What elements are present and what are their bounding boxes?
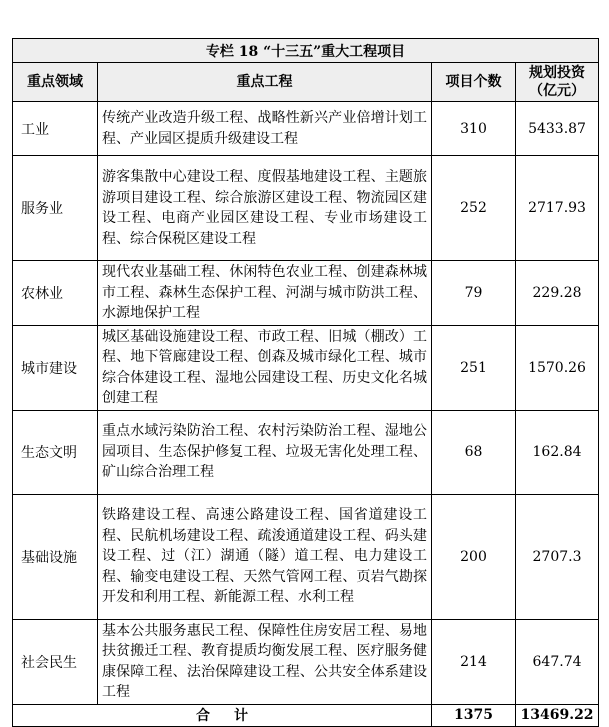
header-field: 重点领域 xyxy=(13,63,98,102)
field-cell: 服务业 xyxy=(13,156,98,261)
table-row xyxy=(13,156,599,261)
count-cell: 252 xyxy=(432,156,516,261)
count-cell: 251 xyxy=(432,325,516,410)
count-cell: 68 xyxy=(432,410,516,494)
total-investment: 13469.22 xyxy=(516,704,599,726)
investment-cell: 229.28 xyxy=(516,261,599,326)
field-cell: 基础设施 xyxy=(13,494,98,619)
total-row xyxy=(13,704,599,726)
count-cell: 310 xyxy=(432,102,516,156)
projects-cell: 铁路建设工程、高速公路建设工程、国省道建设工程、民航机场建设工程、疏浚通道建设工程、码头建设工程、过（江）湖通（隧）道工程、电力建设工程、输变电建设工程、天然气管网工程、页岩气勘探开发和利用工程、新能源工程、水利工程 xyxy=(98,494,432,619)
header-count: 项目个数 xyxy=(432,63,516,102)
investment-cell: 162.84 xyxy=(516,410,599,494)
table-row xyxy=(13,261,599,326)
projects-cell: 游客集散中心建设工程、度假基地建设工程、主题旅游项目建设工程、综合旅游区建设工程、物流园区建设工程、电商产业园区建设工程、专业市场建设工程、综合保税区建设工程 xyxy=(98,156,432,261)
investment-cell: 2707.3 xyxy=(516,494,599,619)
table-row xyxy=(13,619,599,704)
header-row xyxy=(13,63,599,102)
table-row xyxy=(13,325,599,410)
field-cell: 城市建设 xyxy=(13,325,98,410)
table-row xyxy=(13,410,599,494)
count-cell: 79 xyxy=(432,261,516,326)
projects-cell: 现代农业基础工程、休闲特色农业工程、创建森林城市工程、森林生态保护工程、河湖与城市防洪工程、水源地保护工程 xyxy=(98,261,432,326)
table-title: 专栏 18 “十三五”重大工程项目 xyxy=(13,39,599,63)
header-projects: 重点工程 xyxy=(98,63,432,102)
count-cell: 200 xyxy=(432,494,516,619)
major-projects-table xyxy=(12,38,599,727)
projects-cell: 城区基础设施建设工程、市政工程、旧城（棚改）工程、地下管廊建设工程、创森及城市绿化工程、城市综合体建设工程、湿地公园建设工程、历史文化名城创建工程 xyxy=(98,325,432,410)
field-cell: 工业 xyxy=(13,102,98,156)
total-label: 合计 xyxy=(13,704,432,726)
header-investment-line2: （亿元） xyxy=(529,83,586,99)
field-cell: 生态文明 xyxy=(13,410,98,494)
investment-cell: 647.74 xyxy=(516,619,599,704)
field-cell: 农林业 xyxy=(13,261,98,326)
projects-cell: 基本公共服务惠民工程、保障性住房安居工程、易地扶贫搬迁工程、教育提质均衡发展工程、医疗服务健康保障工程、法治保障建设工程、公共安全体系建设工程 xyxy=(98,619,432,704)
field-cell: 社会民生 xyxy=(13,619,98,704)
projects-cell: 重点水域污染防治工程、农村污染防治工程、湿地公园项目、生态保护修复工程、垃圾无害化处理工程、矿山综合治理工程 xyxy=(98,410,432,494)
total-count: 1375 xyxy=(432,704,516,726)
projects-cell: 传统产业改造升级工程、战略性新兴产业倍增计划工程、产业园区提质升级建设工程 xyxy=(98,102,432,156)
count-cell: 214 xyxy=(432,619,516,704)
investment-cell: 2717.93 xyxy=(516,156,599,261)
investment-cell: 5433.87 xyxy=(516,102,599,156)
header-investment-line1: 规划投资 xyxy=(529,65,586,81)
table-row xyxy=(13,102,599,156)
table-row xyxy=(13,494,599,619)
investment-cell: 1570.26 xyxy=(516,325,599,410)
header-investment xyxy=(516,63,599,102)
